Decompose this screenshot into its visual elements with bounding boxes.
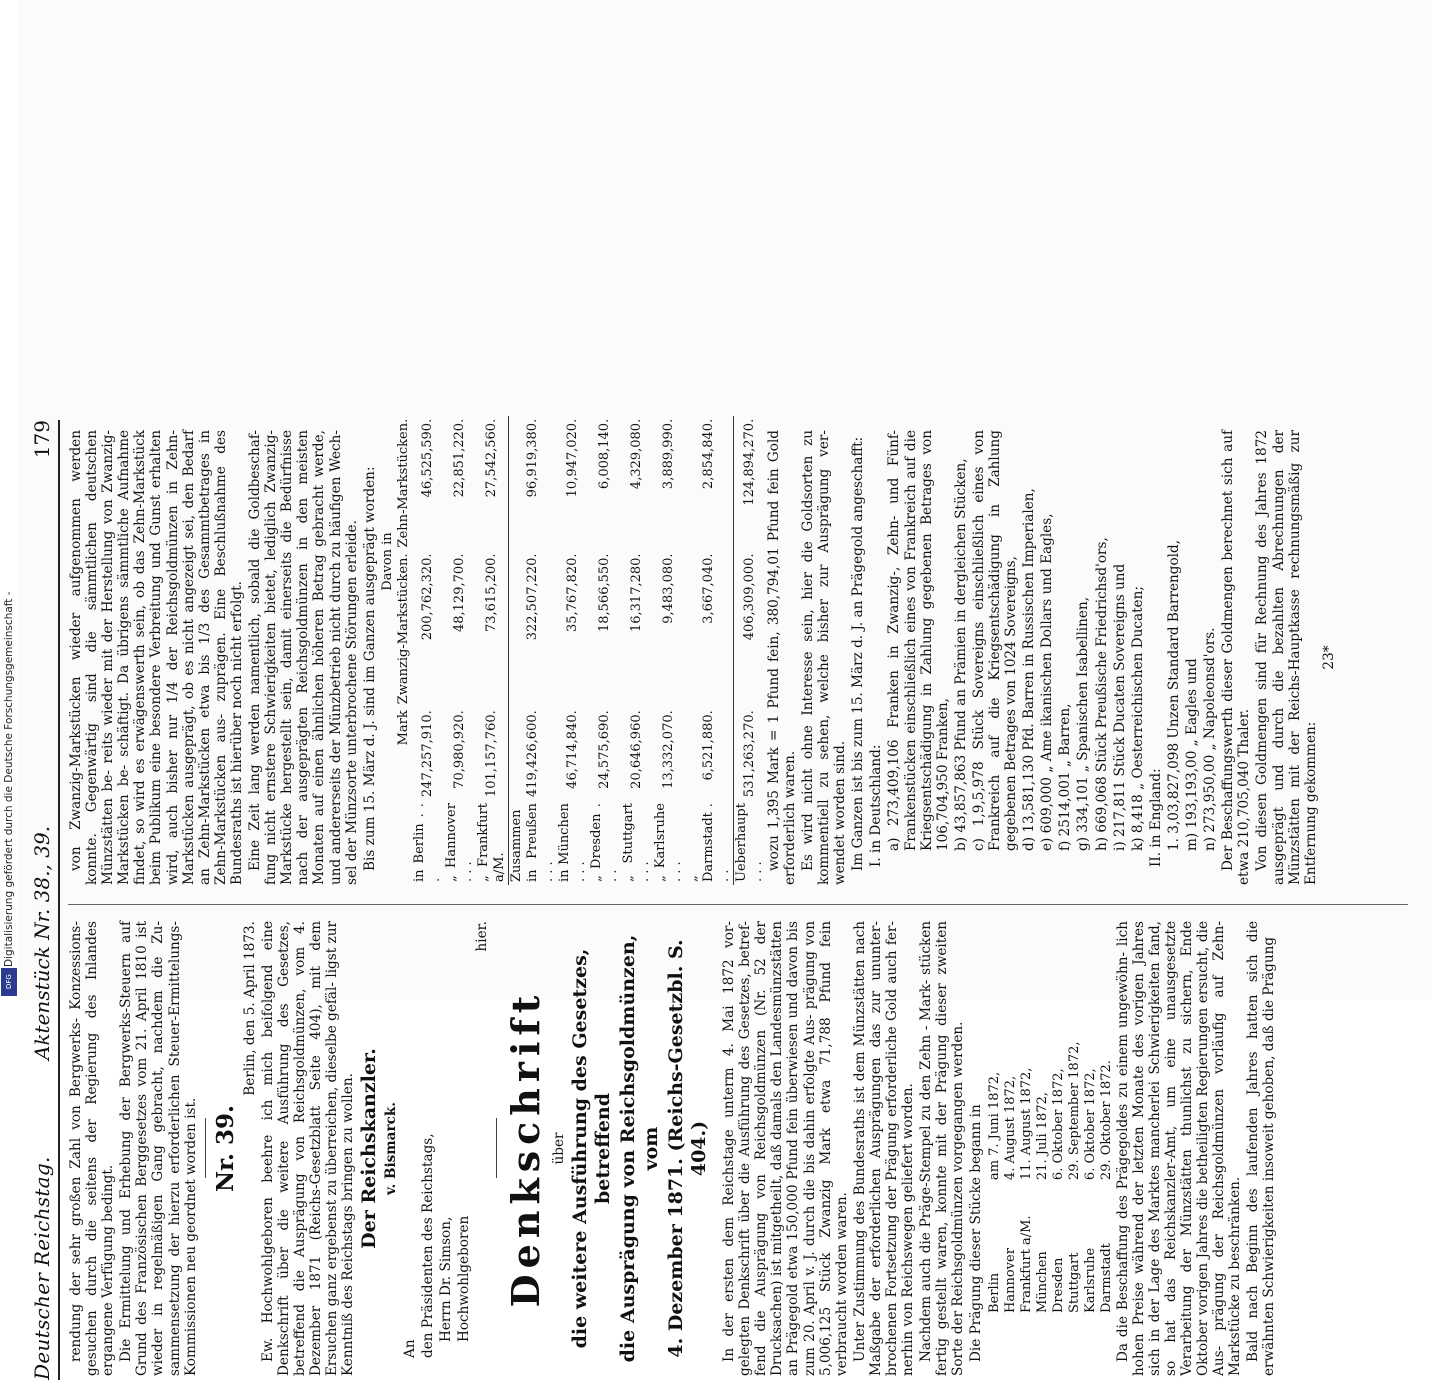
address-line: An bbox=[401, 1339, 418, 1358]
cell-place: „ Dresden . . . bbox=[588, 803, 620, 882]
mint-row bbox=[1083, 998, 1099, 1317]
mint-date: 6. Oktober 1872, bbox=[1082, 1068, 1098, 1181]
list-item: m) 193,193,00 „ Eagles und bbox=[1184, 658, 1201, 851]
cell-total: 24,575,690. bbox=[596, 710, 612, 789]
list-item: a) 273,409,106 Franken in Zwanzig-, Zehn- und Fünf- Frankenstücken einschließlich eines von Frankreich auf die Kriegsentschädigung in Zahlung gegebenen Betrages von 106,704,950 Franken, bbox=[886, 430, 951, 851]
list-item: h) 669,068 Stück Preußische Friedrichsd'ors, bbox=[1093, 537, 1110, 851]
list-item: f) 2514,001 „ Barren, bbox=[1057, 703, 1074, 851]
cell-twenty: 16,317,280. bbox=[628, 553, 644, 633]
document-number: Nr. 39. bbox=[211, 1104, 239, 1193]
mint-place: Dresden bbox=[1050, 1257, 1066, 1313]
mint-date: 29. September 1872, bbox=[1066, 1041, 1082, 1181]
paragraph: Unter Zustimmung des Bundesraths ist dem Münzstätten nach Maßgabe der erforderlichen Ausprägungen das zur ununter- brochenen Fortsetzung der Prägung erforderliche Gold auch fer- nerhin von Reichswegen geliefert worden. bbox=[851, 921, 917, 1376]
list-item: 1. 3,03,827,098 Unzen Standard Barrengold, bbox=[1165, 539, 1182, 851]
cell-twenty: 48,129,700. bbox=[451, 553, 467, 633]
list-item: g) 334,101 „ Spanischen Isabellinen, bbox=[1075, 596, 1092, 851]
mint-date: 29. Oktober 1872. bbox=[1098, 1060, 1114, 1181]
table-row bbox=[508, 416, 557, 885]
cell-ten: 4,329,080. bbox=[628, 418, 644, 490]
paragraph: Die Prägung dieser Stücke begann in bbox=[968, 1104, 985, 1362]
cell-total: 101,157,760. bbox=[483, 710, 499, 798]
cell-twenty: 3,667,040. bbox=[700, 553, 716, 624]
cell-total: 13,332,070. bbox=[660, 710, 676, 789]
table-row bbox=[557, 416, 589, 885]
rotated-document bbox=[20, 400, 1420, 1400]
mint-date: am 7. Juni 1872, bbox=[986, 1071, 1002, 1181]
cell-place: „ Darmstadt . . . bbox=[684, 803, 732, 882]
mint-start-table bbox=[987, 998, 1115, 1317]
paragraph: Bis zum 15. März d. J. sind im Ganzen ausgeprägt worden: bbox=[361, 466, 378, 871]
paragraph: wozu 1,395 Mark = 1 Pfund fein, 380,794,01 Pfund fein Gold erforderlich waren. bbox=[765, 430, 798, 885]
mint-row bbox=[1099, 998, 1115, 1317]
coinage-table bbox=[380, 416, 766, 885]
digitization-note: Digitalisierung gefördert durch die Deutsche Forschungsgemeinschaft - bbox=[3, 591, 15, 967]
cell-total: 46,714,840. bbox=[564, 710, 580, 789]
table-row bbox=[476, 416, 509, 885]
page-number: 179 bbox=[30, 420, 54, 459]
right-column bbox=[68, 418, 1339, 885]
cell-twenty: 322,507,220. bbox=[508, 550, 557, 707]
cell-place: „ Frankfurt a/M. bbox=[475, 803, 507, 882]
cell-twenty: 18,566,550. bbox=[596, 553, 612, 633]
cell-ten: 46,525,590. bbox=[419, 418, 435, 498]
cell-ten: 2,854,840. bbox=[700, 418, 716, 490]
cell-place: „ Karlsruhe . . . bbox=[652, 803, 684, 882]
signer-title: Der Reichskanzler. bbox=[358, 1048, 381, 1249]
cell-twenty: 9,483,080. bbox=[660, 553, 676, 624]
table-head: Davon in bbox=[379, 532, 395, 591]
cell-ten: 96,919,380. bbox=[508, 416, 557, 551]
address-line: hier. bbox=[473, 921, 490, 952]
paragraph: Bald nach Beginn des laufenden Jahres hatten sich die erwähnten Schwierigkeiten insoweit gehoben, daß die Prägung bbox=[1245, 921, 1278, 1376]
cell-total: 419,426,600. bbox=[508, 707, 557, 800]
page-header bbox=[28, 420, 60, 1380]
cell-total: 6,521,880. bbox=[700, 710, 716, 781]
column-header: Zwanzig-Markstücken. bbox=[395, 553, 411, 705]
table-row bbox=[412, 416, 444, 885]
mint-row bbox=[987, 998, 1003, 1317]
list-item: d) 13,581,130 Pfd. Barren in Russischen Imperialen, bbox=[1021, 488, 1038, 851]
signature-mark: 23* bbox=[1320, 645, 1337, 670]
cell-twenty: 406,309,000. bbox=[733, 550, 766, 707]
address-line: Hochwohlgeboren bbox=[455, 1215, 472, 1342]
mint-date: 11. August 1872, bbox=[1018, 1067, 1034, 1181]
paragraph: Nachdem auch die Präge-Stempel zu den Zehn - Mark- stücken fertig gestellt waren, konnte mit der Prägung dieser zweiten Sorte der Reichsgoldmünzen vorgegangen werden. bbox=[918, 921, 967, 1376]
cell-twenty: 35,767,820. bbox=[564, 553, 580, 633]
cell-ten: 6,008,140. bbox=[596, 418, 612, 490]
divider bbox=[205, 1119, 206, 1179]
address-line: Herrn Dr. Simson, bbox=[437, 1216, 454, 1342]
list-item: b) 43,857,863 Pfund an Prämien in dergleichen Stücken, bbox=[952, 458, 969, 851]
divider bbox=[496, 1119, 497, 1179]
subtitle-line: 4. Dezember 1871. (Reichs-Gesetzbl. S. 404.) bbox=[665, 939, 711, 1358]
title-connector: über bbox=[550, 1132, 567, 1165]
table-row bbox=[685, 416, 734, 885]
date-line: Berlin, den 5. April 1873. bbox=[241, 921, 258, 1096]
cell-place: in Berlin . . . bbox=[411, 803, 443, 882]
cell-place: Zusammen in Preußen . . . bbox=[508, 800, 557, 885]
mint-place: Darmstadt bbox=[1098, 1243, 1114, 1313]
paragraph: von Zwanzig-Markstücken wieder aufgenommen werden konnte. Gegenwärtig sind die sämmtlichen deutschen Münzstätten be- reits wieder mit der Herstellung von Zwanzig-Markstücken be- schäftigt. Da übrigens sämmtliche Aufnahme findet, so wird es erwägenswerth sein, ob das Zehn-Markstück beim Publikum eine besondere Verbreitung und Gunst erhalten wird, auch bisher nur 1/4 der Reichsgoldmünzen in Zehn-Markstücken ausgeprägt, ob es nicht angezeigt sei, den Bedarf an Zehn-Markstücken etwa bis 1/3 des Gesammtbetrages in Zehn-Markstücken aus- zuprägen. Eine Beschlußnahme des Bundesraths ist hierüber noch nicht erfolgt. bbox=[68, 430, 245, 885]
paragraph: Eine Zeit lang werden namentlich, sobald die Goldbeschaf- fung nicht ernstere Schwierigkeiten bietet, lediglich Zwanzig- Markstücke hergestellt sein, damit einerseits die Bedürfnisse nach der ausgeprägten Reichsgoldmünzen in den meisten Monaten auf einen ähnlichen höheren Betrag gebracht werde, und andererseits der Münzbetrieb nicht durch zu häufigen Wech- sel der Münzsorte unterbrochene Störungen erleide. bbox=[247, 430, 360, 885]
cell-twenty: 73,615,200. bbox=[483, 553, 499, 633]
address-line: den Präsidenten des Reichstags, bbox=[419, 1133, 436, 1358]
paragraph: Die Ermittelung und Erhebung der Bergwerks-Steuern auf Grund des Französischen Berggesetzes vom 21. April 1810 ist wieder in regelmäßigen Gang gebracht, nachdem die Zu- sammensetzung der hierzu erforderlichen Steuer-Ermittelungs- Kommissionen neu geordnet worden ist. bbox=[118, 921, 199, 1376]
cell-ten: 124,894,270. bbox=[733, 416, 766, 551]
left-column bbox=[68, 921, 1280, 1376]
cell-ten: 27,542,560. bbox=[483, 418, 499, 498]
mint-place: Hannover bbox=[1002, 1248, 1018, 1313]
paragraph: In der ersten dem Reichstage unterm 4. Mai 1872 vor- gelegten Denkschrift über die Ausführung des Gesetzes, betref- fend die Ausprägung von Reichsgoldmünzen (Nr. 52 der Drucksachen) ist mitgetheilt, daß damals den Landesmünzstätten an Prägegold etwa 150,000 Pfund fein überwiesen und davon bis zum 20. April v. J. durch die bis dahin erfolgte Aus- prägung von 5,006,125 Stück Zwanzig Mark etwa 71,788 Pfund fein verbraucht worden waren. bbox=[721, 921, 850, 1376]
cell-total: 70,980,920. bbox=[451, 710, 467, 789]
mint-place: Berlin bbox=[986, 1272, 1002, 1313]
table-row bbox=[589, 416, 621, 885]
cell-ten: 3,889,990. bbox=[660, 418, 676, 490]
document-title: Denkschrift bbox=[502, 989, 548, 1308]
list-item: I. in Deutschland: bbox=[868, 744, 885, 867]
header-center: Aktenstück Nr. 38., 39. bbox=[30, 825, 54, 1060]
signer: v. Bismarck. bbox=[383, 1101, 400, 1196]
cell-twenty: 200,762,320. bbox=[419, 553, 435, 641]
cell-place: Ueberhaupt . . . bbox=[733, 800, 766, 885]
list-item: c) 1,9,5,978 Stück Sovereigns einschließlich eines von Frankreich auf die Kriegsentschädigung in Zahlung gegebenen Betrages von 1024 Sovereigns, bbox=[970, 430, 1020, 851]
mint-place: München bbox=[1034, 1251, 1050, 1313]
dfg-logo-icon: DFG bbox=[1, 968, 17, 996]
paragraph: rendung der sehr großen Zahl von Bergwerks- Konzessions- gesuchen durch die seitens der Regierung des Inlandes ergangene Verfügung bedingt. bbox=[68, 921, 117, 1376]
mint-row bbox=[1003, 998, 1019, 1317]
mint-date: 21. Juli 1872, bbox=[1034, 1092, 1050, 1181]
mint-place: Karlsruhe bbox=[1082, 1247, 1098, 1313]
paragraph: Der Beschaffungswerth dieser Goldmengen berechnet sich auf etwa 210,705,040 Thaler. bbox=[1220, 430, 1253, 885]
subtitle-line: die weitere Ausführung des Gesetzes, betreffend bbox=[569, 948, 615, 1349]
mint-date: 4. August 1872, bbox=[1002, 1075, 1018, 1181]
cell-ten: 22,851,220. bbox=[451, 418, 467, 498]
mint-place: Stuttgart bbox=[1066, 1252, 1082, 1313]
unit-label: Mark bbox=[395, 710, 411, 746]
mint-row bbox=[1067, 998, 1083, 1317]
list-item: k) 8,418 „ Oesterreichischen Ducaten; bbox=[1129, 586, 1146, 851]
column-separator bbox=[68, 904, 1408, 905]
list-item: II. in England: bbox=[1147, 768, 1164, 867]
mint-row bbox=[1019, 998, 1035, 1317]
header-left: Deutscher Reichstag. bbox=[30, 1156, 54, 1380]
table-row bbox=[653, 416, 685, 885]
paragraph: Von diesen Goldmengen sind für Rechnung des Jahres 1872 ausgeprägt und durch die bezahlten Abrechnungen der Münzstätten mit der Reichs-Hauptkasse rechnungsmäßig zur Entfernung gekommen: bbox=[1254, 430, 1319, 885]
list-item: i) 217,811 Stück Ducaten Sovereigns und bbox=[1111, 563, 1128, 851]
paragraph: Ew. Hochwohlgeboren beehre ich mich beifolgend eine Denkschrift über die weitere Ausführung des Gesetzes, betreffend die Ausprägung von Reichsgoldmünzen, vom 4. Dezember 1871 (Reichs-Gesetzblatt Seite 404), mit dem Ersuchen ganz ergebenst zu überreichen, dieselbe gefäl- ligst zur Kenntniß des Reichstags bringen zu wollen. bbox=[259, 921, 357, 1376]
paragraph: Es wird nicht ohne Interesse sein, hier die Goldsorten zu kommentiell zu sehen, welche bisher zur Ausprägung ver- wendet worden sind. bbox=[799, 430, 849, 885]
cell-place: „ Stuttgart . . . bbox=[620, 803, 652, 882]
list-item: e) 609,000 „ Ame ikanischen Dollars und Eagles, bbox=[1039, 513, 1056, 851]
cell-place: „ Hannover . . . bbox=[443, 803, 475, 882]
paragraph: Im Ganzen ist bis zum 15. März d. J. an Prägegold angeschafft: bbox=[850, 436, 867, 871]
cell-total: 247,257,910. bbox=[419, 710, 435, 798]
table-row bbox=[733, 416, 766, 885]
cell-ten: 10,947,020. bbox=[564, 418, 580, 498]
cell-total: 20,646,960. bbox=[628, 710, 644, 789]
subtitle-line: die Ausprägung von Reichsgoldmünzen, vom bbox=[617, 934, 663, 1363]
table-row bbox=[444, 416, 476, 885]
cell-place: in München . . . bbox=[556, 803, 588, 882]
mint-place: Frankfurt a/M. bbox=[1018, 1215, 1034, 1313]
table-row bbox=[621, 416, 653, 885]
mint-row bbox=[1051, 998, 1067, 1317]
cell-total: 531,263,270. bbox=[733, 707, 766, 800]
digitization-margin bbox=[0, 0, 18, 1000]
column-header: Zehn-Markstücken. bbox=[395, 418, 411, 548]
paragraph: Da die Beschaffung des Prägegoldes zu einem ungewöhn- lich hohen Preise während der letzten Monate des vorigen Jahres sich in der Lage des Marktes mancherlei Schwierigkeiten fand, so hat das Reichskanzler-Amt, um eine unausgesetzte Verarbeitung der Münzstätten thunlichst zu sichern, Ende Oktober vorigen Jahres die betheiligten Regierungen ersucht, die Aus- prägung der Reichsgoldmünzen vorläufig auf Zehn-Markstücke zu beschränken. bbox=[1114, 921, 1244, 1376]
mint-row bbox=[1035, 998, 1051, 1317]
list-item: n) 273,950,00 „ Napoleonsd'ors. bbox=[1202, 627, 1219, 851]
mint-date: 6. Oktober 1872, bbox=[1050, 1068, 1066, 1181]
